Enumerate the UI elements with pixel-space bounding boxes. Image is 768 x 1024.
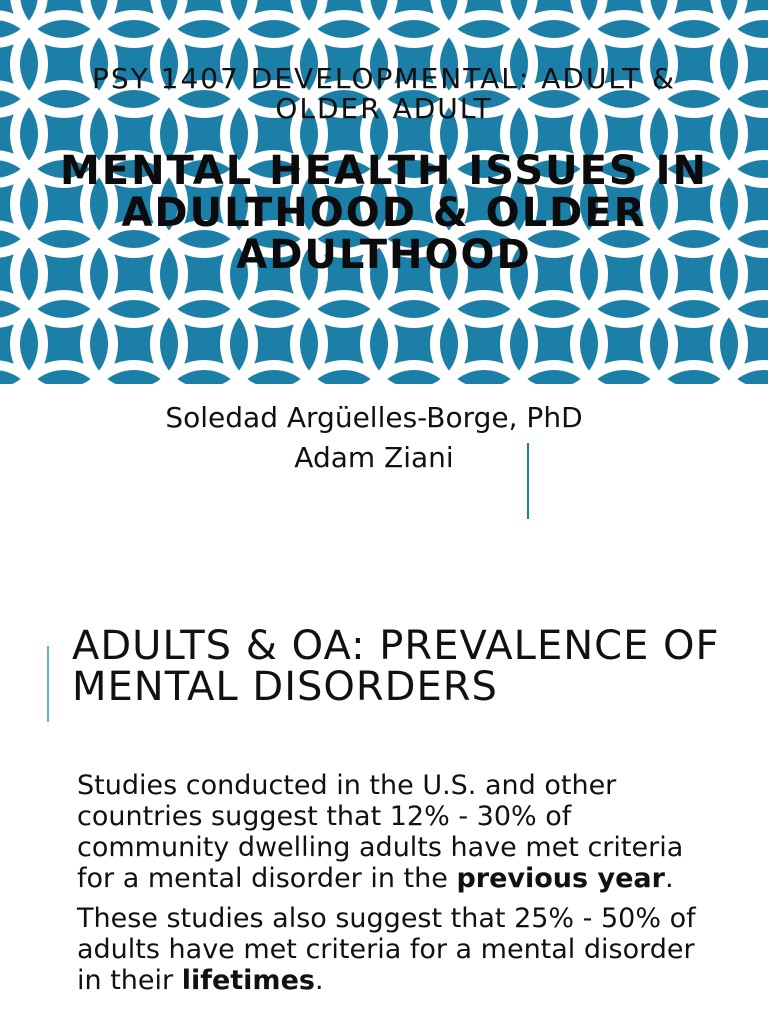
paragraph-text: These studies also suggest that 25% - 50% of adults have met criteria for a mental disorder in their (77, 903, 696, 996)
paragraph-end: . (664, 863, 674, 894)
emphasis-text: lifetimes (181, 965, 315, 996)
title-slide-banner (0, 0, 768, 384)
body-paragraph (77, 770, 717, 894)
author-name: Adam Ziani (294, 441, 454, 474)
course-title: PSY 1407 DEVELOPMENTAL: ADULT & OLDER ADULT (91, 62, 677, 125)
emphasis-text: previous year (456, 863, 665, 894)
accent-divider (527, 443, 529, 519)
slide-body (77, 770, 717, 1005)
author-name: Soledad Argüelles-Borge, PhD (165, 401, 583, 434)
slide-heading: ADULTS & OA: PREVALENCE OF MENTAL DISORDERS (72, 623, 720, 710)
body-paragraph (77, 903, 717, 996)
paragraph-text: Studies conducted in the U.S. and other countries suggest that 12% - 30% of community dwelling adults have met criteria for a mental disorder in the (77, 770, 684, 894)
paragraph-end: . (314, 965, 324, 996)
presentation-title: MENTAL HEALTH ISSUES IN ADULTHOOD & OLDER ADULTHOOD (59, 148, 709, 278)
author-block (0, 398, 748, 478)
accent-divider (47, 646, 49, 722)
